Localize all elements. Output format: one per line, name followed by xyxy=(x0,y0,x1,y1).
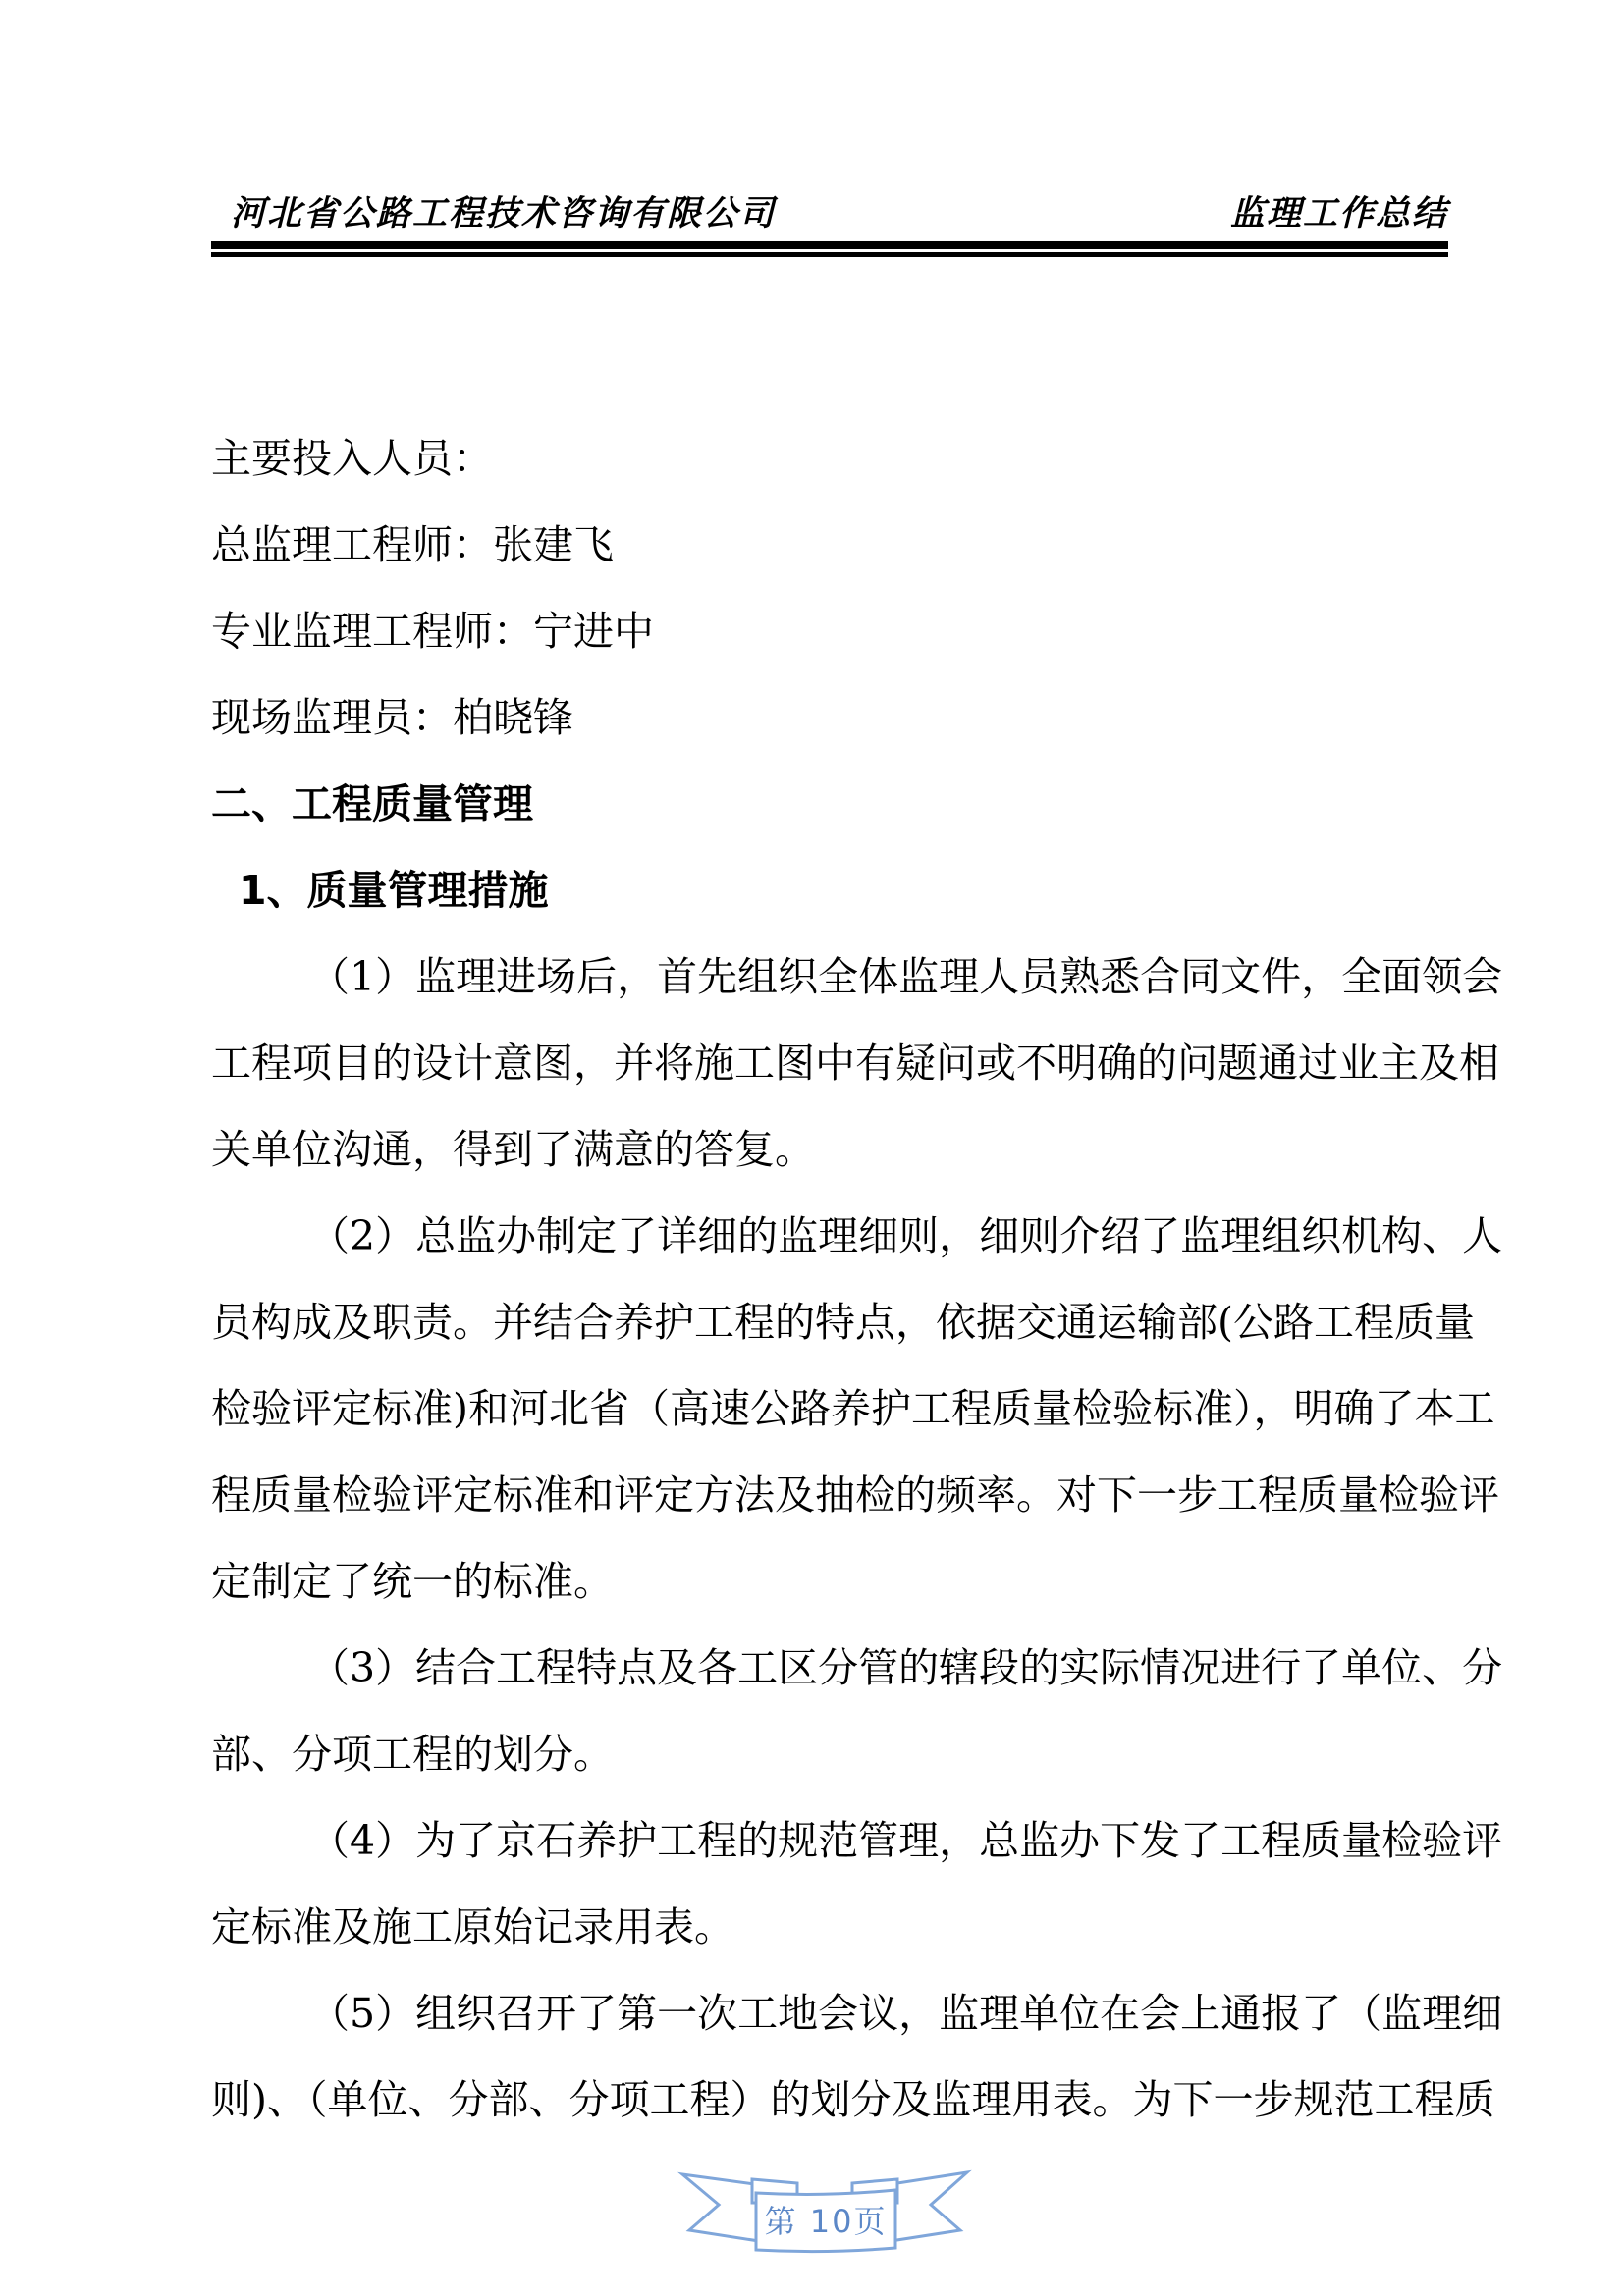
header-company-name: 河北省公路工程技术咨询有限公司 xyxy=(231,193,777,234)
body-line: （2）总监办制定了详细的监理细则，细则介绍了监理组织机构、人 xyxy=(309,1212,1503,1259)
body-line: 总监理工程师：张建飞 xyxy=(211,521,614,568)
body-line: （3）结合工程特点及各工区分管的辖段的实际情况进行了单位、分 xyxy=(309,1644,1503,1691)
body-line: （4）为了京石养护工程的规范管理，总监办下发了工程质量检验评 xyxy=(309,1817,1503,1864)
page-number-label: 第 10页 xyxy=(764,2203,888,2240)
body-line: 程质量检验评定标准和评定方法及抽检的频率。对下一步工程质量检验评 xyxy=(211,1471,1499,1519)
document-body xyxy=(211,415,1503,2143)
body-line: 关单位沟通，得到了满意的答复。 xyxy=(211,1126,815,1173)
header-rule-thin xyxy=(211,252,1448,257)
body-line: 现场监理员：柏晓锋 xyxy=(211,694,573,741)
body-line: （5）组织召开了第一次工地会议，监理单位在会上通报了（监理细 xyxy=(309,1990,1503,2037)
subsection-heading: 1、质量管理措施 xyxy=(239,867,549,914)
body-line: 员构成及职责。并结合养护工程的特点，依据交通运输部(公路工程质量 xyxy=(211,1299,1475,1346)
section-heading: 二、工程质量管理 xyxy=(211,780,533,828)
body-line: （1）监理进场后，首先组织全体监理人员熟悉合同文件，全面领会 xyxy=(309,953,1503,1000)
header-rule-thick xyxy=(211,241,1448,249)
body-line: 定标准及施工原始记录用表。 xyxy=(211,1903,734,1950)
body-line: 部、分项工程的划分。 xyxy=(211,1731,614,1778)
header-doc-title: 监理工作总结 xyxy=(1229,193,1448,234)
body-line: 工程项目的设计意图，并将施工图中有疑问或不明确的问题通过业主及相 xyxy=(211,1040,1499,1087)
body-line: 主要投入人员： xyxy=(211,435,493,482)
body-line: 定制定了统一的标准。 xyxy=(211,1558,614,1605)
body-line: 检验评定标准)和河北省（高速公路养护工程质量检验标准），明确了本工 xyxy=(211,1385,1495,1432)
body-line: 则)、（单位、分部、分项工程）的划分及监理用表。为下一步规范工程质 xyxy=(211,2076,1495,2123)
body-line: 专业监理工程师：宁进中 xyxy=(211,608,654,655)
page-header xyxy=(211,181,1448,236)
ribbon-banner-icon xyxy=(658,2150,992,2277)
